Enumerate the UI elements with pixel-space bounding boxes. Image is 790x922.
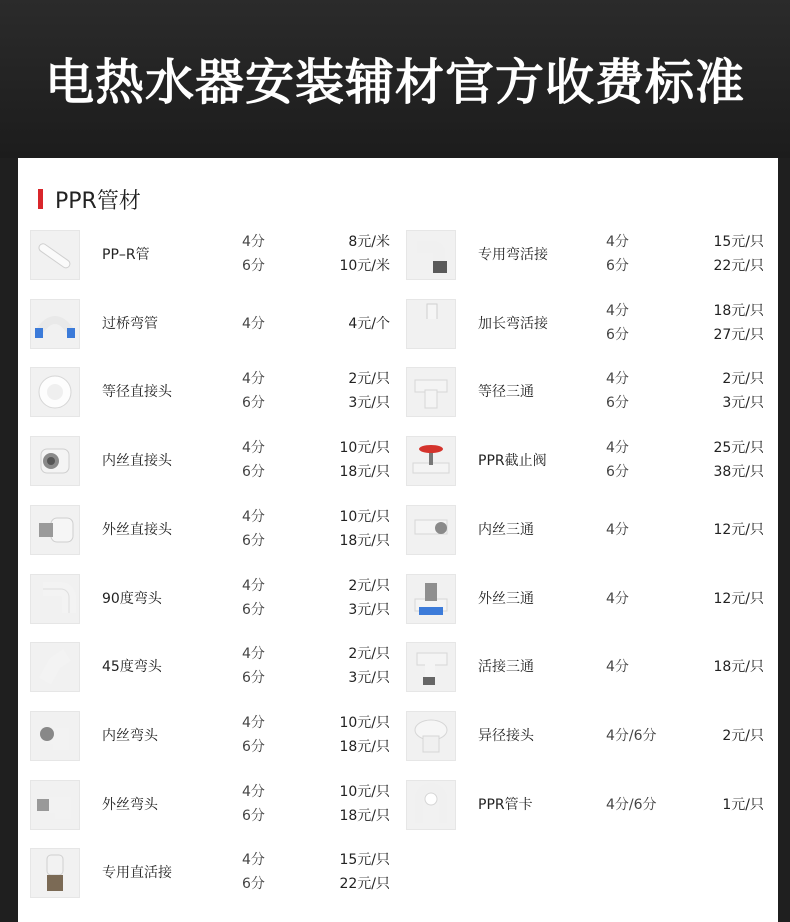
price-label: 18元/只 [339,738,390,755]
product-row [30,574,390,632]
price-label: 15元/只 [713,234,764,250]
product-name: 外丝直接头 [102,521,172,538]
product-name: 过桥弯管 [102,315,158,332]
size-list [606,230,629,278]
price-list [722,780,764,830]
price-label: 25元/只 [713,440,764,457]
product-name: PPR管卡 [478,796,533,813]
size-label: 6分 [242,532,265,549]
price-label: 12元/只 [713,590,764,607]
size-list [242,505,265,553]
price-label: 27元/只 [713,326,764,343]
price-list [339,436,390,484]
price-label: 2元/只 [348,577,390,594]
product-name: 内丝直接头 [102,453,172,470]
size-list [242,780,265,828]
product-row [30,505,390,563]
price-list [713,299,764,347]
product-name: 专用弯活接 [478,247,548,263]
price-list [348,299,390,349]
product-name: 外丝三通 [478,590,534,607]
size-label: 6分 [242,601,265,618]
elbow-45-icon [30,642,80,692]
size-list [606,711,657,761]
size-label: 6分 [606,464,629,481]
price-list [722,367,764,415]
size-label: 4分 [606,234,629,250]
size-label: 4分 [606,440,629,457]
female-thread-elbow-icon [30,711,80,761]
size-label: 4分 [242,315,265,332]
price-label: 3元/只 [348,601,390,618]
size-label: 4分 [242,234,265,250]
price-list [713,436,764,484]
size-label: 4分 [242,440,265,457]
product-row [406,505,764,563]
elbow-union-icon [406,230,456,280]
price-label: 18元/只 [339,532,390,549]
price-list [348,574,390,622]
product-name: 等径直接头 [102,384,172,401]
price-panel [18,158,778,922]
product-name: 内丝三通 [478,521,534,538]
pipe-icon [30,230,80,280]
bridge-bend-icon [30,299,80,349]
product-row [30,436,390,494]
size-list [606,436,629,484]
size-label: 6分 [242,807,265,824]
size-list [242,711,265,759]
size-label: 6分 [242,395,265,412]
product-name: 专用直活接 [102,865,172,882]
size-label: 6分 [242,258,265,274]
product-name: 异径接头 [478,727,534,744]
product-row [30,299,390,357]
price-label: 18元/只 [713,659,764,676]
stop-valve-icon [406,436,456,486]
size-list [606,367,629,415]
straight-union-icon [30,848,80,898]
price-label: 10元/米 [339,258,390,274]
product-row [30,780,390,838]
price-list [722,711,764,761]
size-label: 4分 [606,590,629,607]
size-list [242,848,265,896]
elbow-90-icon [30,574,80,624]
product-name: 45度弯头 [102,659,162,676]
price-list [713,505,764,555]
price-list [339,711,390,759]
product-name: 加长弯活接 [478,315,548,332]
reducer-icon [406,711,456,761]
price-label: 18元/只 [339,807,390,824]
size-label: 4分/6分 [606,727,657,744]
product-name: PPR截止阀 [478,453,547,470]
price-list [348,642,390,690]
price-label: 18元/只 [713,302,764,319]
size-label: 4分 [242,646,265,663]
female-thread-tee-icon [406,505,456,555]
price-label: 10元/只 [339,508,390,525]
section-accent-bar [38,189,43,209]
size-label: 4分 [242,371,265,388]
price-label: 8元/米 [348,234,390,250]
product-row [30,848,390,906]
section-heading [38,185,141,213]
size-list [242,367,265,415]
price-label: 2元/只 [348,646,390,663]
price-label: 10元/只 [339,440,390,457]
size-list [606,780,657,830]
size-label: 6分 [242,670,265,687]
size-list [242,574,265,622]
coupling-icon [30,367,80,417]
price-list [713,574,764,624]
size-list [606,642,629,692]
size-label: 4分 [606,521,629,538]
product-row [406,780,764,838]
size-label: 6分 [606,258,629,274]
product-row [406,574,764,632]
price-list [339,230,390,278]
price-label: 22元/只 [713,258,764,274]
price-label: 3元/只 [348,670,390,687]
size-label: 4分 [242,783,265,800]
product-name: 外丝弯头 [102,796,158,813]
size-label: 6分 [606,326,629,343]
price-label: 12元/只 [713,521,764,538]
product-name: 等径三通 [478,384,534,401]
size-list [606,299,629,347]
price-label: 10元/只 [339,783,390,800]
male-thread-tee-icon [406,574,456,624]
price-label: 22元/只 [339,876,390,893]
product-row [406,711,764,769]
product-name: 90度弯头 [102,590,162,607]
size-label: 4分 [606,302,629,319]
product-row [30,711,390,769]
price-label: 4元/个 [348,315,390,332]
size-list [242,299,265,349]
size-label: 4分 [242,714,265,731]
price-label: 18元/只 [339,464,390,481]
female-thread-coupling-icon [30,436,80,486]
male-thread-coupling-icon [30,505,80,555]
price-label: 2元/只 [348,371,390,388]
price-label: 38元/只 [713,464,764,481]
product-row [406,642,764,700]
size-label: 6分 [606,395,629,412]
header-banner [0,0,790,158]
male-thread-elbow-icon [30,780,80,830]
size-label: 4分 [606,659,629,676]
size-list [606,505,629,555]
price-list [339,848,390,896]
long-elbow-union-icon [406,299,456,349]
size-label: 4分 [242,852,265,869]
size-list [242,230,265,278]
product-row [30,367,390,425]
product-name: 活接三通 [478,659,534,676]
product-name: PP–R管 [102,247,150,263]
pipe-clip-icon [406,780,456,830]
page-title: 电热水器安装辅材官方收费标准 [44,54,745,111]
size-list [242,642,265,690]
price-label: 2元/只 [722,371,764,388]
price-label: 3元/只 [348,395,390,412]
product-row [406,299,764,357]
size-label: 6分 [242,738,265,755]
price-label: 2元/只 [722,727,764,744]
tee-icon [406,367,456,417]
size-label: 4分/6分 [606,796,657,813]
product-row [30,642,390,700]
price-list [348,367,390,415]
price-label: 3元/只 [722,395,764,412]
price-list [339,505,390,553]
product-row [406,367,764,425]
price-label: 10元/只 [339,714,390,731]
size-list [242,436,265,484]
size-label: 6分 [242,464,265,481]
price-label: 1元/只 [722,796,764,813]
size-label: 4分 [242,577,265,594]
section-title: PPR管材 [55,188,141,214]
price-list [713,642,764,692]
union-tee-icon [406,642,456,692]
size-label: 4分 [242,508,265,525]
size-label: 4分 [606,371,629,388]
price-list [713,230,764,278]
size-label: 6分 [242,876,265,893]
product-row [30,230,390,288]
price-label: 15元/只 [339,852,390,869]
price-list [339,780,390,828]
size-list [606,574,629,624]
product-row [406,436,764,494]
product-name: 内丝弯头 [102,727,158,744]
product-row [406,230,764,288]
